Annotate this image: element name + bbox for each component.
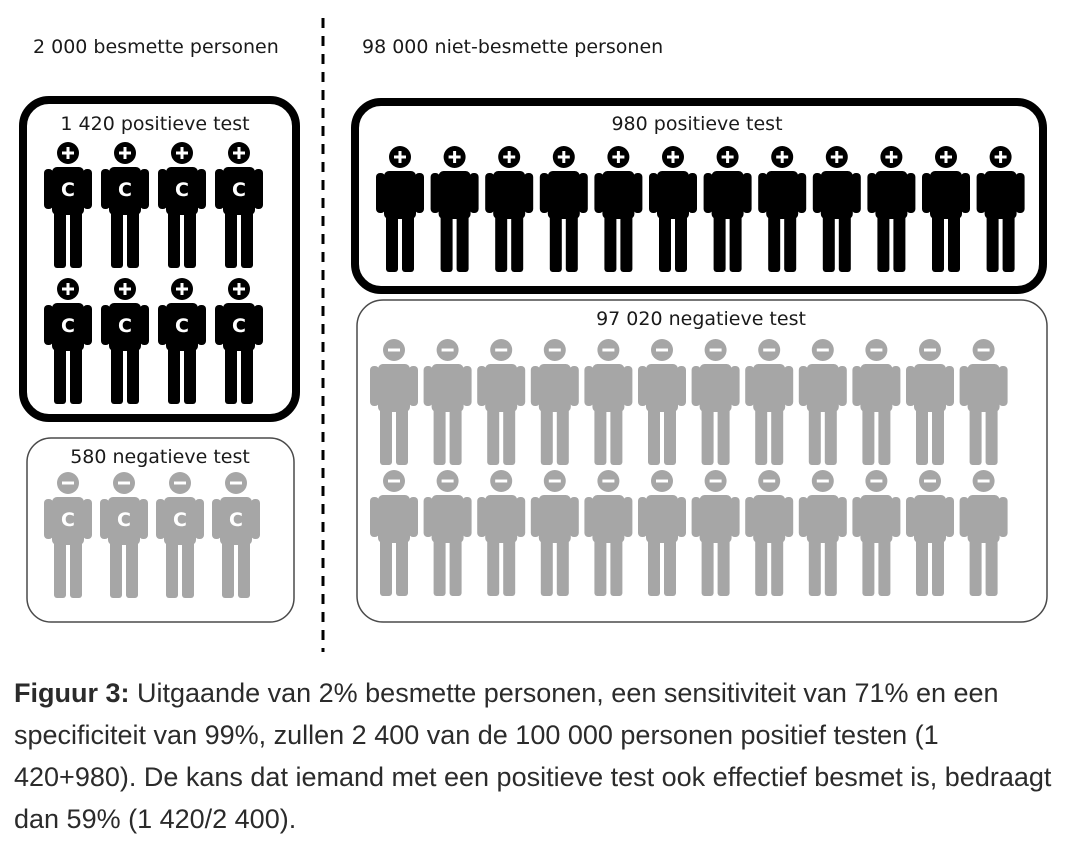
person-icon	[638, 339, 686, 465]
person-icon	[531, 470, 579, 596]
person-icon	[745, 470, 793, 596]
person-icon	[44, 278, 92, 404]
person-letter: C	[117, 509, 131, 531]
person-icon	[158, 278, 206, 404]
caption-text: Uitgaande van 2% besmette personen, een sensitiviteit van 71% en een specificiteit van 99%, zullen 2 400 van de 100 000 personen positief testen (1 420+980). De kans dat iemand met een positieve test ook effectief besmet is, bedraagt dan 59% (1 420/2 400).	[14, 678, 1052, 834]
left-header: 2 000 besmette personen	[33, 36, 279, 58]
caption-prefix: Figuur 3:	[14, 678, 130, 708]
person-icon	[906, 339, 954, 465]
person-icon	[101, 142, 149, 268]
person-icon	[852, 339, 900, 465]
person-letter: C	[61, 179, 75, 201]
figure-caption	[14, 672, 1059, 840]
person-icon	[431, 146, 479, 272]
people-infected-positive	[44, 142, 263, 404]
person-icon	[44, 142, 92, 268]
person-icon	[477, 470, 525, 596]
person-icon	[922, 146, 970, 272]
person-icon	[485, 146, 533, 272]
label-noninfected-negative: 97 020 negatieve test	[596, 308, 806, 330]
person-letter: C	[175, 315, 189, 337]
person-icon	[960, 470, 1008, 596]
person-icon	[758, 146, 806, 272]
person-letter: C	[229, 509, 243, 531]
person-icon	[692, 470, 740, 596]
person-icon	[867, 146, 915, 272]
person-icon	[531, 339, 579, 465]
person-icon	[594, 146, 642, 272]
person-icon	[215, 142, 263, 268]
person-icon	[704, 146, 752, 272]
person-icon	[215, 278, 263, 404]
person-icon	[906, 470, 954, 596]
person-letter: C	[61, 315, 75, 337]
person-letter: C	[232, 315, 246, 337]
person-letter: C	[118, 179, 132, 201]
person-letter: C	[118, 315, 132, 337]
person-icon	[638, 470, 686, 596]
person-icon	[813, 146, 861, 272]
label-infected-positive: 1 420 positieve test	[60, 113, 250, 135]
person-icon	[584, 470, 632, 596]
person-icon	[649, 146, 697, 272]
label-infected-negative: 580 negatieve test	[70, 446, 250, 468]
person-icon	[370, 470, 418, 596]
person-icon	[477, 339, 525, 465]
person-icon	[852, 470, 900, 596]
person-icon	[424, 339, 472, 465]
person-icon	[424, 470, 472, 596]
person-icon	[745, 339, 793, 465]
people-noninfected-negative	[370, 339, 1008, 596]
person-icon	[158, 142, 206, 268]
person-icon	[799, 470, 847, 596]
person-icon	[584, 339, 632, 465]
person-icon	[540, 146, 588, 272]
person-icon	[101, 278, 149, 404]
person-icon	[376, 146, 424, 272]
person-icon	[100, 472, 148, 598]
people-noninfected-positive	[376, 146, 1025, 272]
label-noninfected-positive: 980 positieve test	[611, 113, 783, 135]
person-icon	[799, 339, 847, 465]
person-letter: C	[61, 509, 75, 531]
person-icon	[977, 146, 1025, 272]
people-infected-negative	[44, 472, 260, 598]
person-icon	[692, 339, 740, 465]
person-letter: C	[232, 179, 246, 201]
person-icon	[156, 472, 204, 598]
person-icon	[212, 472, 260, 598]
person-icon	[44, 472, 92, 598]
person-icon	[960, 339, 1008, 465]
person-icon	[370, 339, 418, 465]
person-letter: C	[175, 179, 189, 201]
person-letter: C	[173, 509, 187, 531]
right-header: 98 000 niet-besmette personen	[362, 36, 664, 58]
